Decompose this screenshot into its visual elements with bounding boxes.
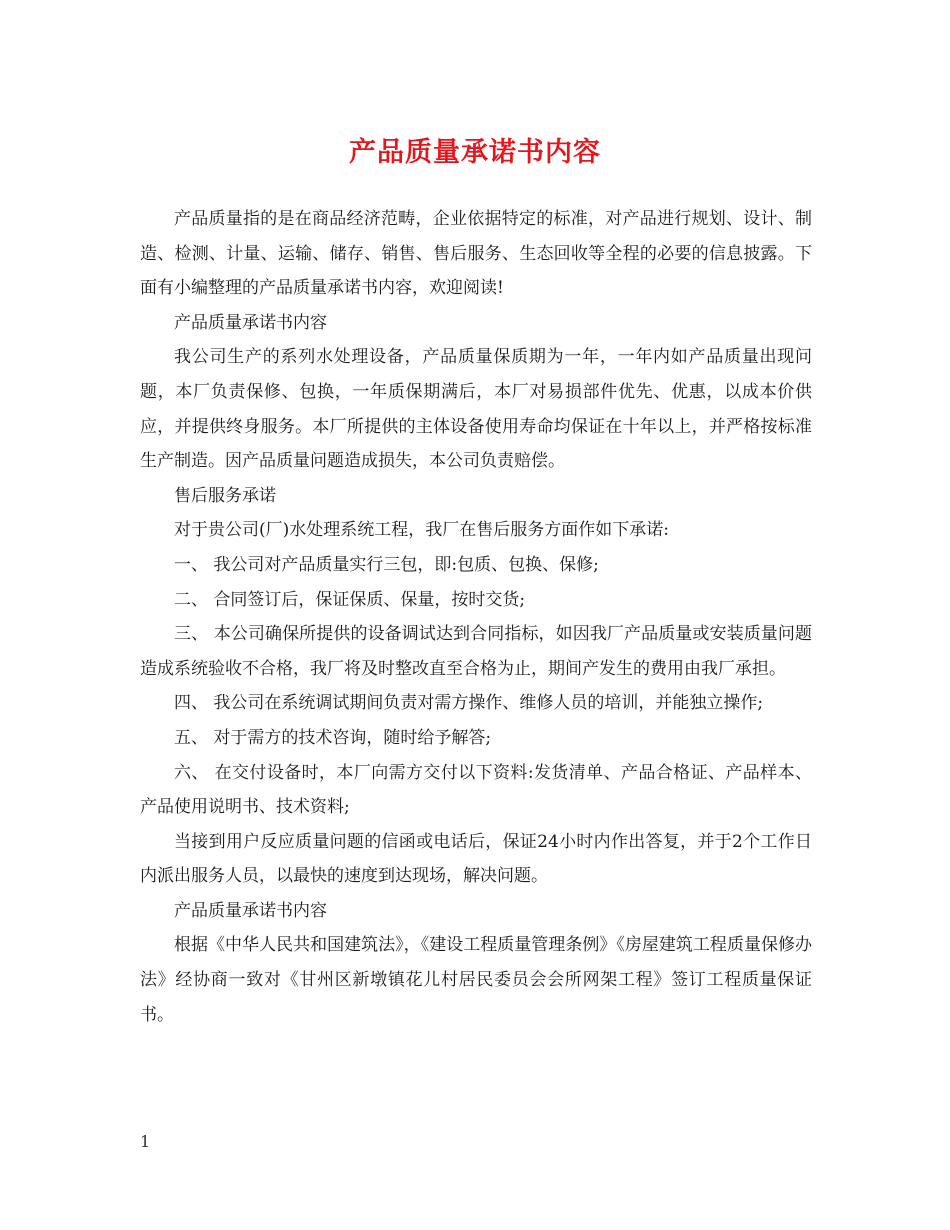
page-number: 1 <box>140 1132 151 1151</box>
section-heading-commitment-2: 产品质量承诺书内容 <box>174 900 327 921</box>
list-item-5: 五、 对于需方的技术咨询，随时给予解答; <box>174 727 492 748</box>
list-item-1: 一、 我公司对产品质量实行三包，即:包质、包换、保修; <box>174 554 599 575</box>
list-item-6: 六、 在交付设备时，本厂向需方交付以下资料:发货清单、产品合格证、产品样本、产品使用说明书、技术资料; <box>140 762 812 818</box>
list-item-2: 二、 合同签订后，保证保质、保量，按时交货; <box>174 589 526 610</box>
list-item-3: 三、 本公司确保所提供的设备调试达到合同指标，如因我厂产品质量或安装质量问题造成系统验收不合格，我厂将及时整改直至合格为止，期间产发生的费用由我厂承担。 <box>140 624 812 679</box>
section-heading-commitment: 产品质量承诺书内容 <box>174 312 327 333</box>
paragraph-warranty: 我公司生产的系列水处理设备，产品质量保质期为一年，一年内如产品质量出现问题，本厂负责保修、包换，一年质保期满后，本厂对易损部件优先、优惠，以成本价供应，并提供终身服务。本厂所提供的主体设备使用寿命均保证在十年以上，并严格按标准生产制造。因产品质量问题造成损失，本公司负责赔偿。 <box>140 347 812 472</box>
paragraph-intro: 产品质量指的是在商品经济范畴，企业依据特定的标准，对产品进行规划、设计、制造、检测、计量、运输、储存、销售、售后服务、生态回收等全程的必要的信息披露。下面有小编整理的产品质量承诺书内容，欢迎阅读! <box>140 209 812 299</box>
paragraph-response: 当接到用户反应质量问题的信函或电话后，保证24小时内作出答复，并于2个工作日内派出服务人员，以最快的速度到达现场，解决问题。 <box>140 831 812 887</box>
paragraph-legal-basis: 根据《中华人民共和国建筑法》，《建设工程质量管理条例》《房屋建筑工程质量保修办法》经协商一致对《甘州区新墩镇花儿村居民委员会会所网架工程》签订工程质量保证书。 <box>140 935 812 1025</box>
list-item-4: 四、 我公司在系统调试期间负责对需方操作、维修人员的培训，并能独立操作; <box>174 693 764 714</box>
document-body <box>140 202 812 1032</box>
document-title: 产品质量承诺书内容 <box>349 137 601 168</box>
paragraph-after-sales-intro: 对于贵公司(厂)水处理系统工程，我厂在售后服务方面作如下承诺: <box>174 520 669 541</box>
section-heading-after-sales: 售后服务承诺 <box>174 485 276 506</box>
